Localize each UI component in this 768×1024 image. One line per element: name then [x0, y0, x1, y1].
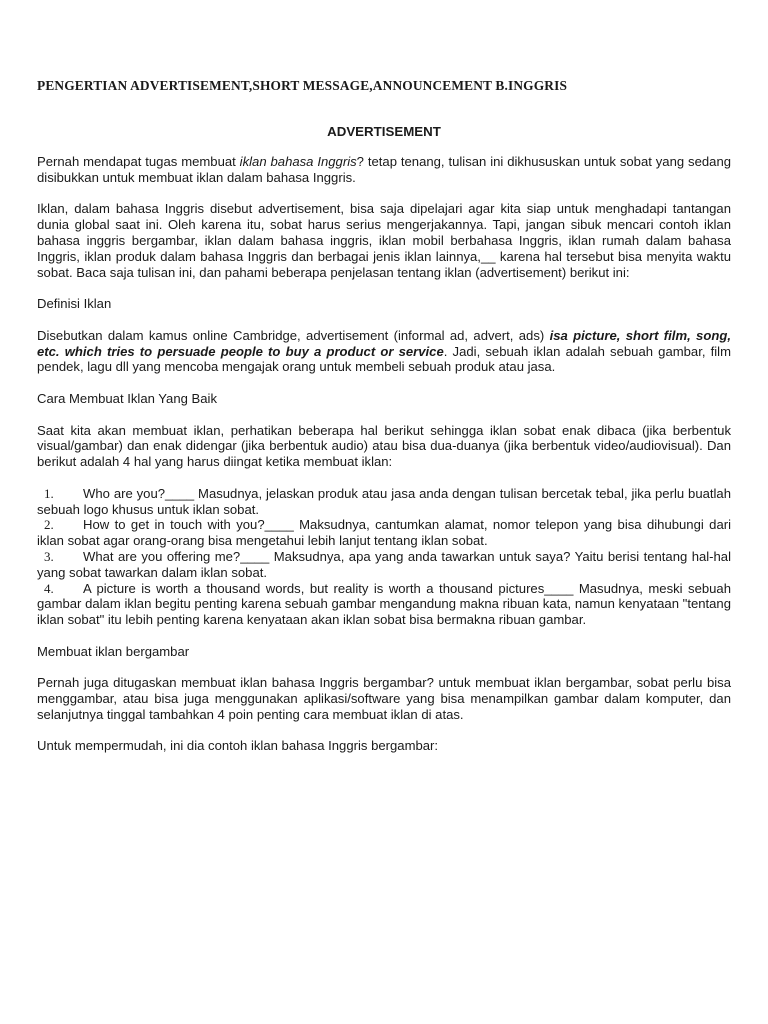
list-number: 3.	[44, 548, 54, 564]
list-number: 4.	[44, 580, 54, 596]
list-item	[37, 581, 731, 628]
definition-text-end: . Jadi, sebuah iklan adalah sebuah gambar, film pendek, lagu dll yang mencoba mengajak orang untuk membeli sebuah produk atau jasa.	[37, 343, 732, 375]
list-number: 1.	[44, 485, 54, 501]
list-item-text: How to get in touch with you?____ Maksudnya, cantumkan alamat, nomor telepon yang bisa dihubungi dari iklan sobat agar orang-orang bisa mengetahui lebih lanjut tentang iklan sobat.	[37, 517, 731, 549]
document-body	[37, 154, 731, 770]
tips-heading: Cara Membuat Iklan Yang Baik	[37, 390, 218, 406]
picture-ad-heading: Membuat iklan bergambar	[37, 643, 190, 659]
list-item-text: A picture is worth a thousand words, but reality is worth a thousand pictures____ Masudnya, meski sebuah gambar dalam iklan begitu penting karena sebuah gambar mengandung makna ribuan kata, namun kenyataan "tentang iklan sobat" itu lebih penting karena kenyataan akan iklan sobat bisa bermakna ribuan gambar.	[37, 580, 731, 628]
list-item-text: What are you offering me?____ Maksudnya, apa yang anda tawarkan untuk saya? Yaitu berisi tentang hal-hal yang sobat tawarkan dalam iklan sobat.	[37, 548, 731, 580]
list-item	[37, 517, 731, 549]
tips-paragraph: Saat kita akan membuat iklan, perhatikan beberapa hal berikut sehingga iklan sobat enak dibaca (jika berbentuk visual/gambar) dan enak didengar (jika berbentuk audio) atau bisa dua-duanya (jika berbentuk video/audiovisual). Dan berikut adalah 4 hal yang harus diingat ketika membuat iklan:	[37, 422, 731, 470]
definition-text-start: Disebutkan dalam kamus online Cambridge, advertisement (informal ad, advert, ads)	[37, 327, 550, 343]
list-item-text: Who are you?____ Masudnya, jelaskan produk atau jasa anda dengan tulisan bercetak tebal, jika perlu buatlah sebuah logo khusus untuk iklan sobat.	[37, 485, 731, 517]
intro-paragraph	[37, 154, 731, 186]
definition-quote: isa picture, short film, song, etc. which tries to persuade people to buy a product or service	[37, 327, 731, 359]
section-heading: ADVERTISEMENT	[327, 124, 441, 139]
intro-text-start: Pernah mendapat tugas membuat	[37, 154, 240, 169]
intro-text-end: ? tetap tenang, tulisan ini dikhususkan untuk sobat yang sedang disibukkan untuk membuat iklan dalam bahasa Inggris.	[37, 154, 732, 185]
list-item	[37, 549, 731, 581]
list-item	[37, 486, 731, 518]
definition-paragraph	[37, 328, 731, 375]
picture-ad-paragraph: Pernah juga ditugaskan membuat iklan bahasa Inggris bergambar? untuk membuat iklan bergambar, sobat perlu bisa menggambar, atau bisa juga menggunakan aplikasi/software yang bisa menampilkan gambar dalam komputer, dan selanjutnya tinggal tambahkan 4 poin penting cara membuat iklan di atas.	[37, 675, 731, 722]
tips-list	[37, 486, 731, 628]
definition-heading: Definisi Iklan	[37, 296, 112, 312]
list-number: 2.	[44, 517, 54, 533]
document-title: PENGERTIAN ADVERTISEMENT,SHORT MESSAGE,ANNOUNCEMENT B.INGGRIS	[37, 78, 568, 93]
advertisement-paragraph: Iklan, dalam bahasa Inggris disebut advertisement, bisa saja dipelajari agar kita siap untuk menghadapi tantangan dunia global saat ini. Oleh karena itu, sobat harus serius mengerjakannya. Tapi, jangan sibuk mencari contoh iklan bahasa inggris bergambar, iklan dalam bahasa inggris, iklan mobil berbahasa Inggris, iklan rumah dalam bahasa Inggris, iklan produk dalam bahasa Inggris dan berbagai jenis iklan lainnya,__ karena hal tersebut bisa menyita waktu sobat. Baca saja tulisan ini, dan pahami beberapa penjelasan tentang iklan (advertisement) berikut ini:	[37, 201, 731, 280]
example-intro: Untuk mempermudah, ini dia contoh iklan bahasa Inggris bergambar:	[37, 738, 439, 754]
intro-italic-phrase: iklan bahasa Inggris	[239, 154, 357, 169]
